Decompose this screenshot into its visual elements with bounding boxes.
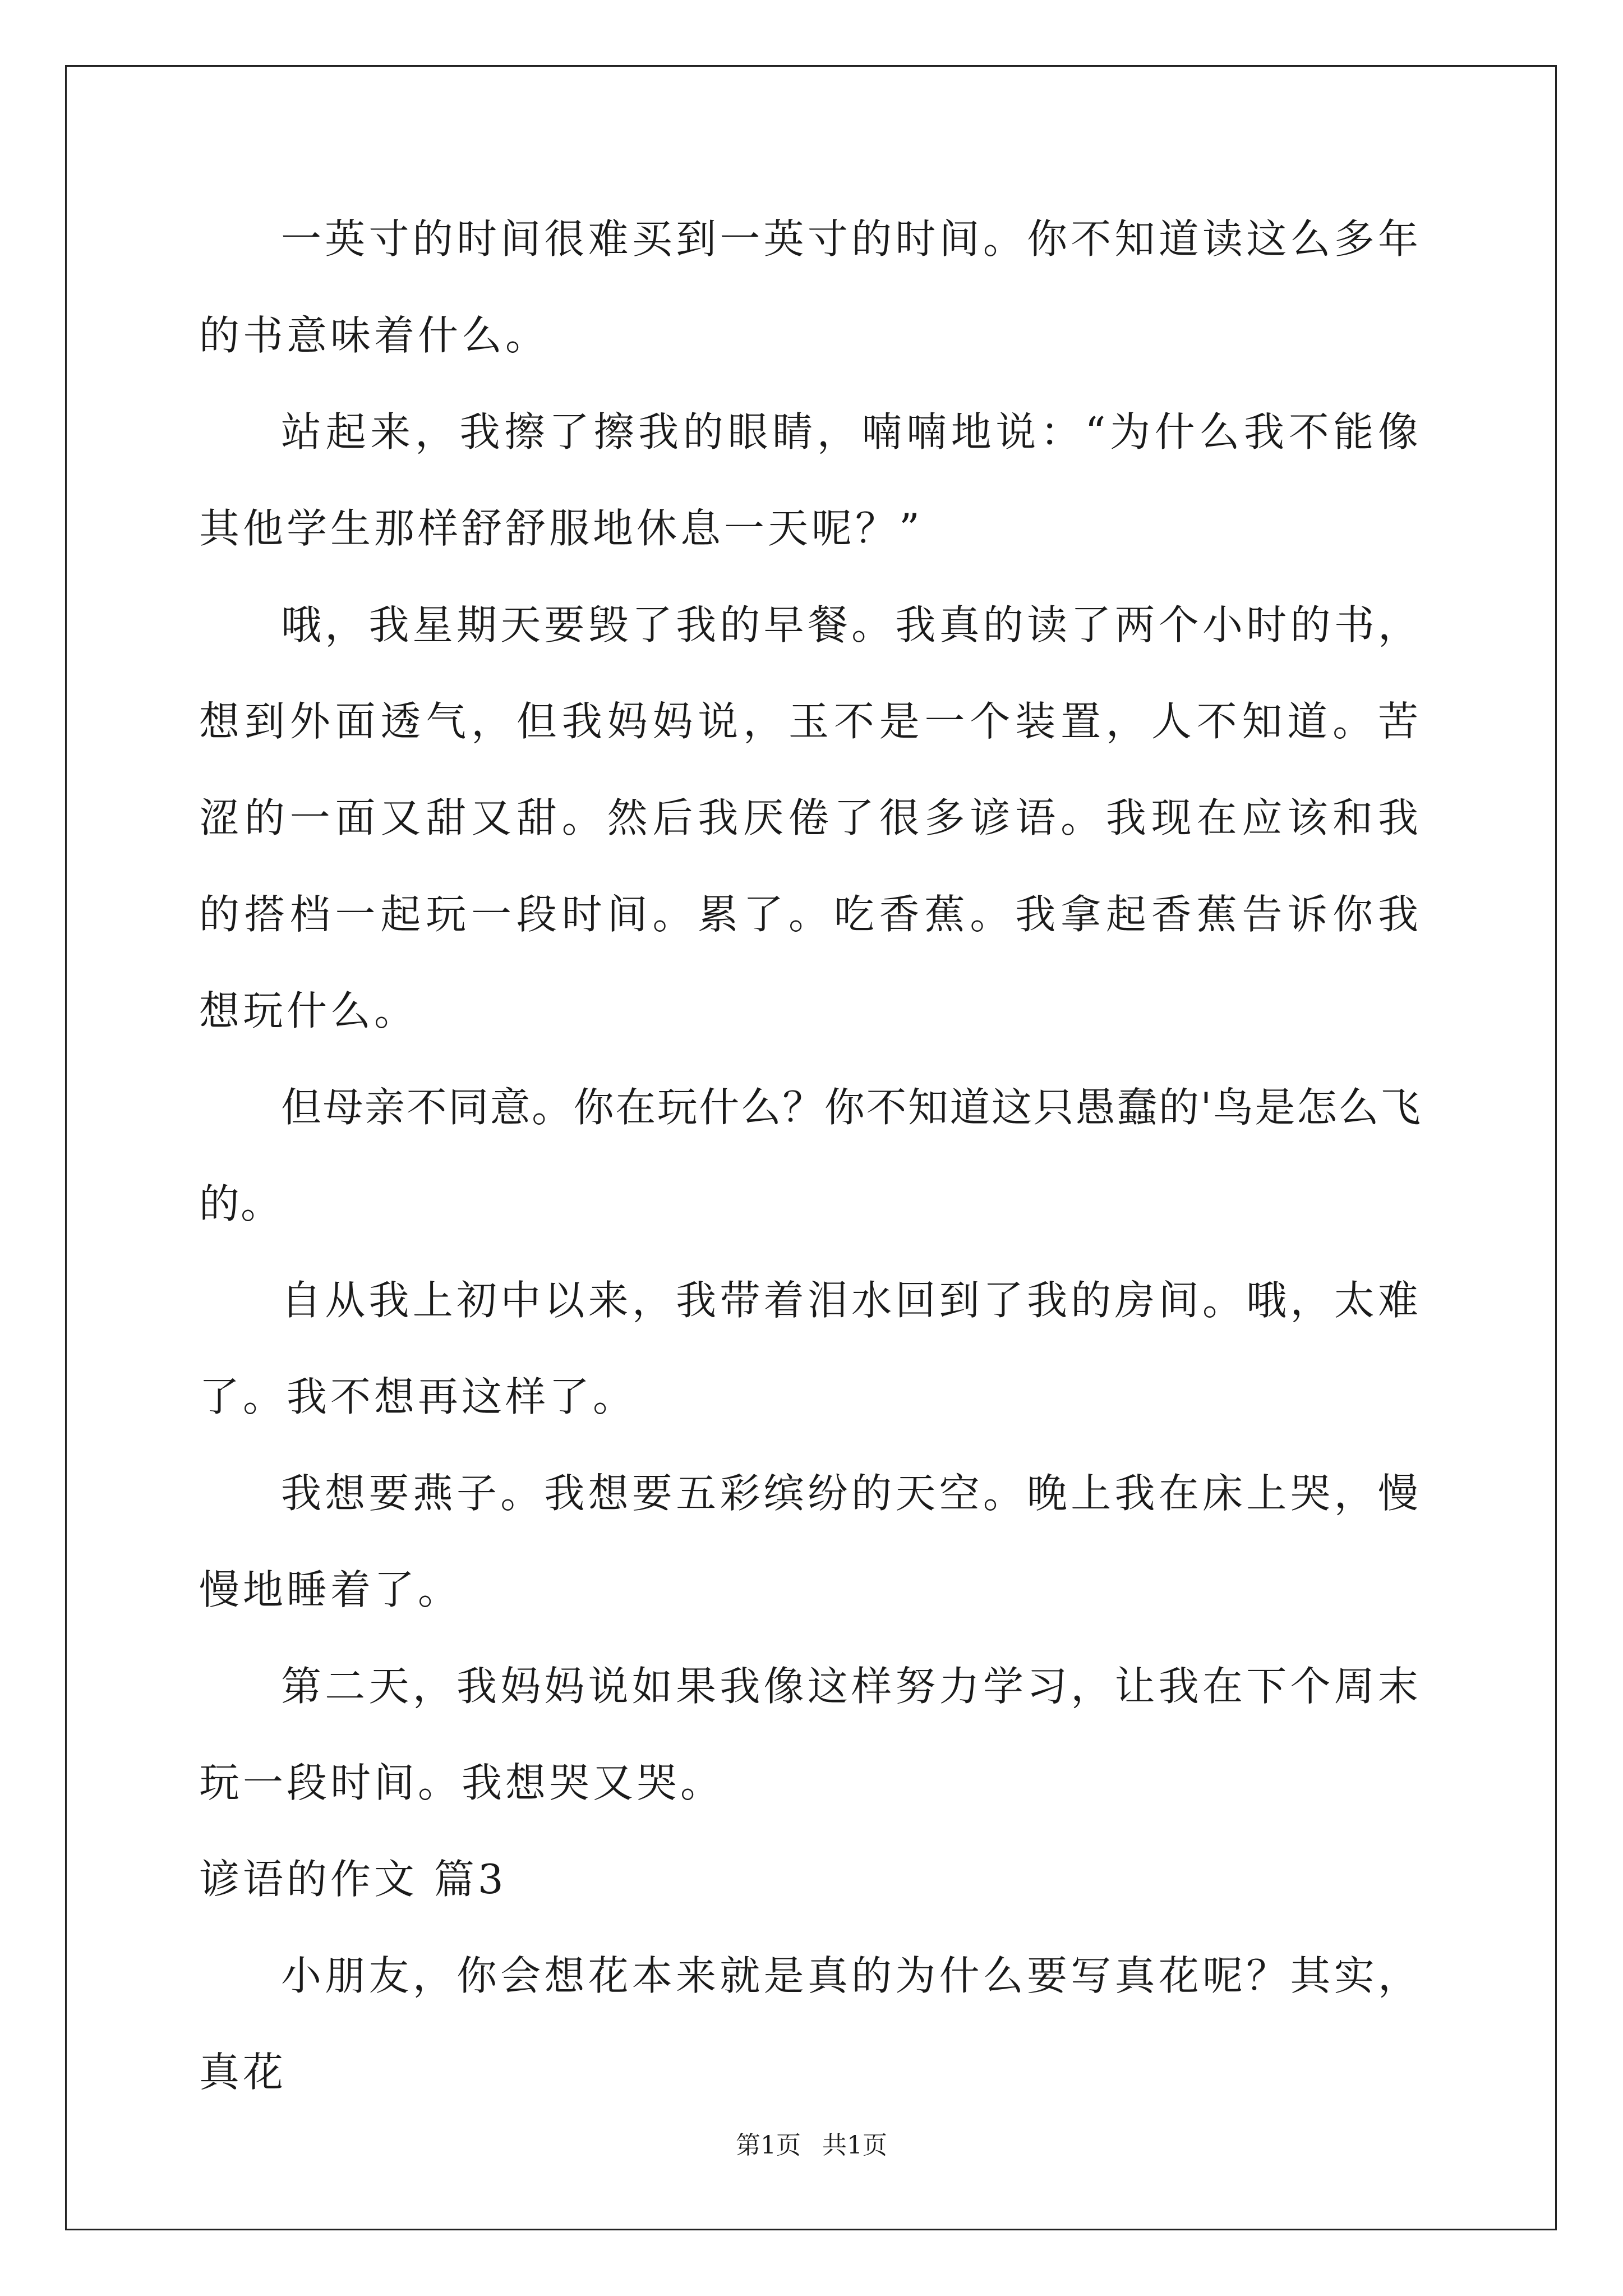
paragraph-4: 但母亲不同意。你在玩什么？你不知道这只愚蠢的'鸟是怎么飞的。 <box>199 1084 1422 1227</box>
paragraph-1: 一英寸的时间很难买到一英寸的时间。你不知道读这么多年的书意味着什么。 <box>199 215 1422 359</box>
section-heading: 谚语的作文 篇3 <box>199 1856 507 1903</box>
page-number: 第1页 <box>736 2131 801 2160</box>
document-body <box>199 191 1422 2120</box>
paragraph-6: 我想要燕子。我想要五彩缤纷的天空。晚上我在床上哭，慢慢地睡着了。 <box>199 1470 1422 1613</box>
paragraph-2: 站起来，我擦了擦我的眼睛，喃喃地说：“为什么我不能像其他学生那样舒舒服地休息一天呢？” <box>199 408 1422 552</box>
paragraph-5: 自从我上初中以来，我带着泪水回到了我的房间。哦，太难了。我不想再这样了。 <box>199 1277 1422 1420</box>
paragraph-8: 小朋友，你会想花本来就是真的为什么要写真花呢？其实，真花 <box>199 1952 1422 2096</box>
page-total: 共1页 <box>822 2131 887 2160</box>
page-footer <box>0 2129 1623 2162</box>
paragraph-3: 哦，我星期天要毁了我的早餐。我真的读了两个小时的书，想到外面透气，但我妈妈说，玉不是一个装置，人不知道。苦涩的一面又甜又甜。然后我厌倦了很多谚语。我现在应该和我的搭档一起玩一段时间。累了。吃香蕉。我拿起香蕉告诉你我想玩什么。 <box>199 601 1422 1034</box>
paragraph-7: 第二天，我妈妈说如果我像这样努力学习，让我在下个周末玩一段时间。我想哭又哭。 <box>199 1663 1422 1806</box>
